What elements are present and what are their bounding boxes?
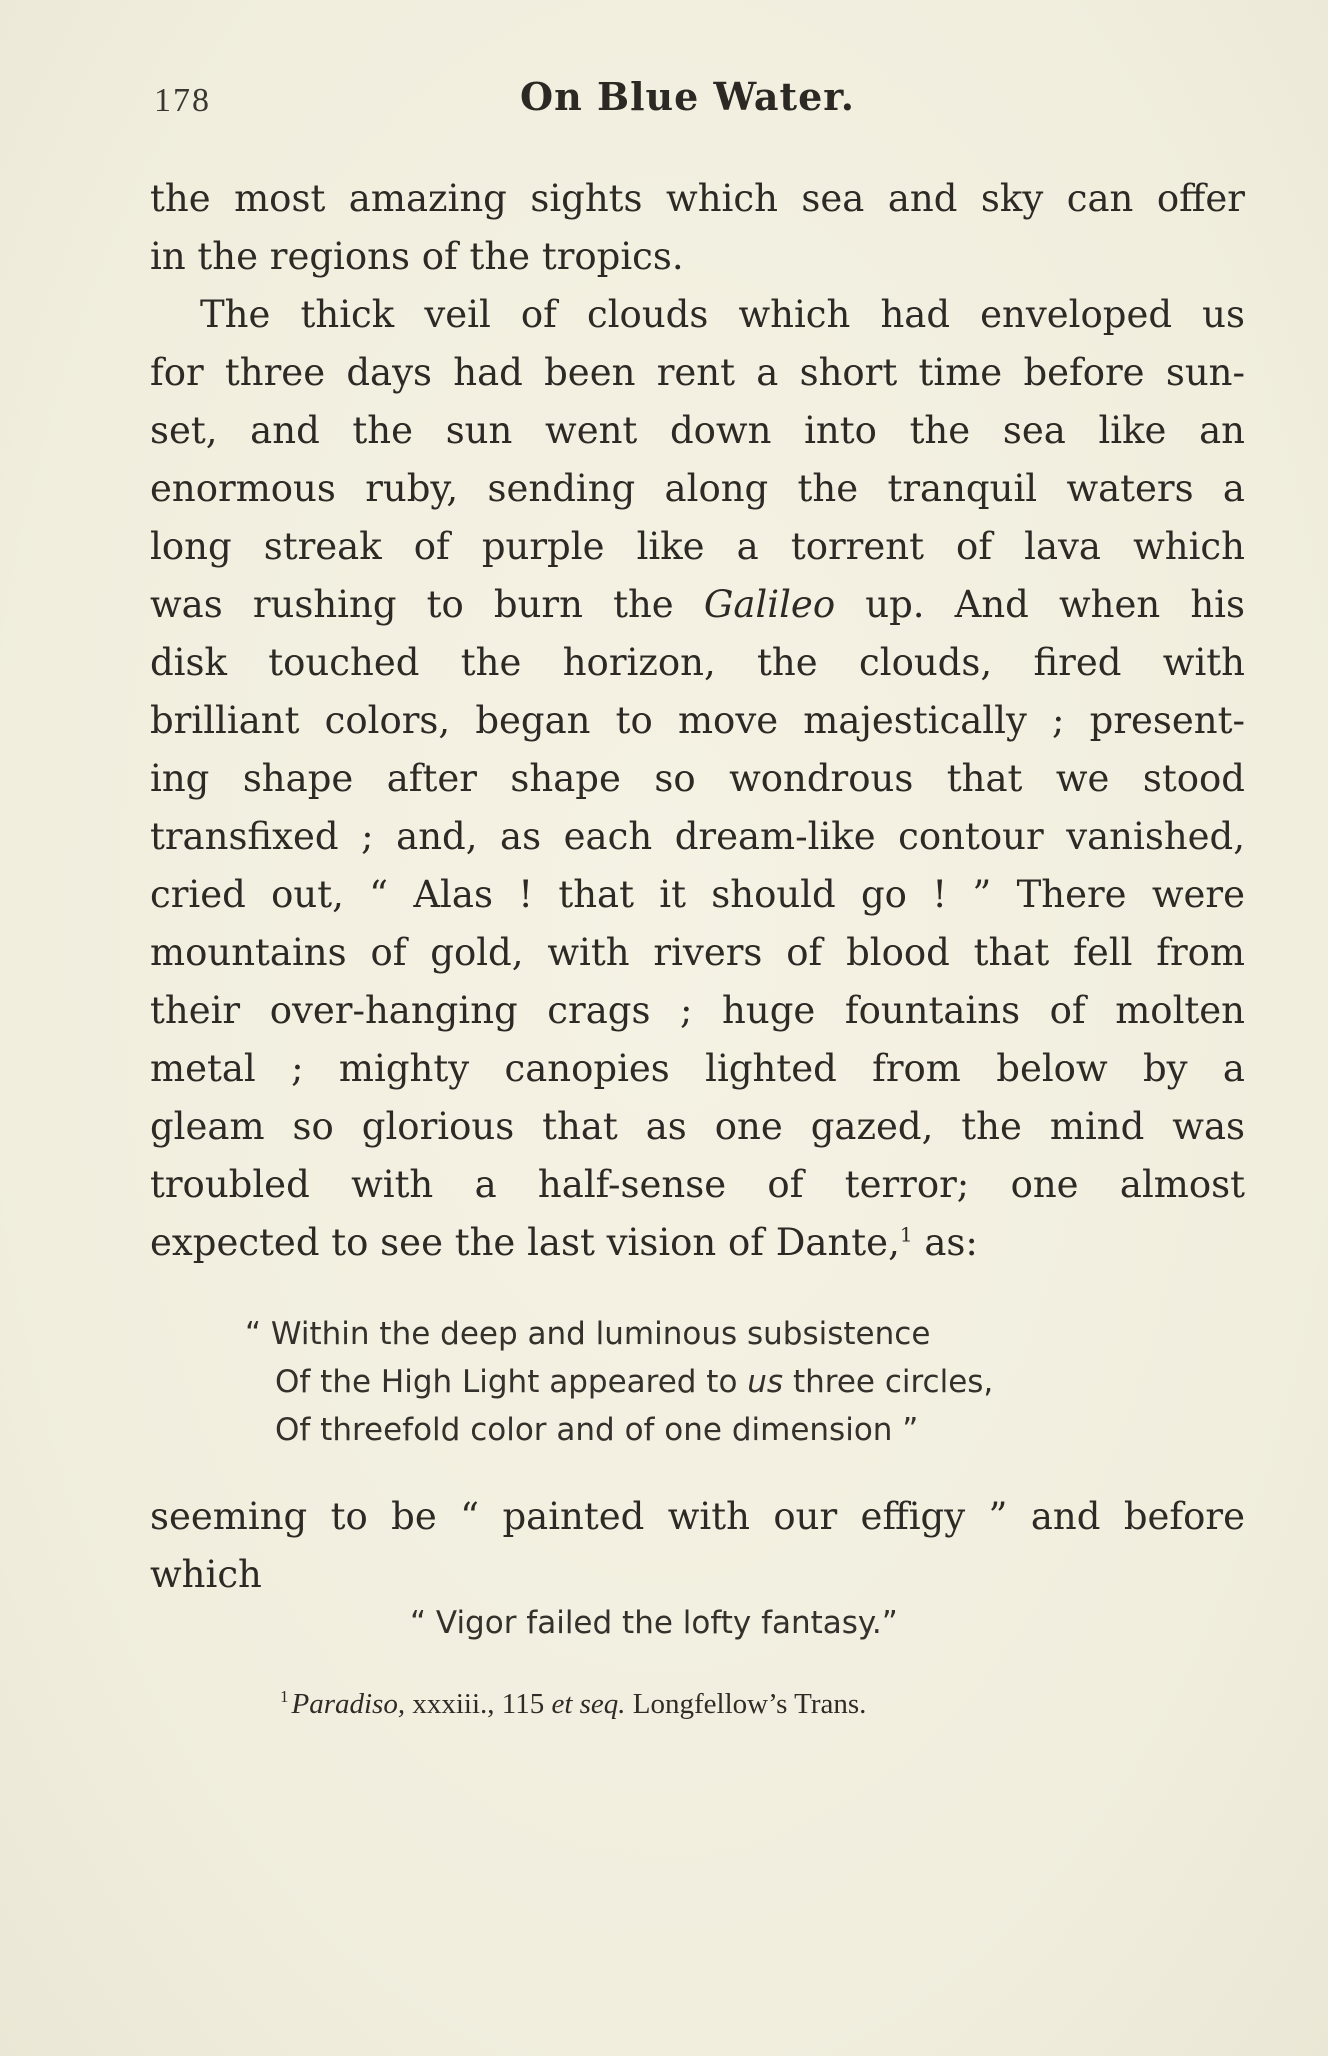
running-title: On Blue Water. — [520, 74, 856, 119]
verse-line — [245, 1358, 1145, 1406]
text-segment: expected to see the last vision of Dante, — [150, 1221, 900, 1264]
footnote-title: Paradiso, — [291, 1688, 406, 1720]
text-line: ing shape after shape so wondrous that we stood — [150, 757, 1245, 800]
text-line — [150, 576, 1245, 634]
text-line: The thick veil of clouds which had enveloped us — [200, 293, 1245, 336]
text-line: metal ; mighty canopies lighted from below by a — [150, 1047, 1245, 1090]
verse-line: Of threefold color and of one dimension ” — [275, 1412, 919, 1448]
text-segment: was rushing to burn the — [150, 583, 704, 626]
text-line: troubled with a half-sense of terror; one almost — [150, 1163, 1245, 1206]
footnote-abbrev: et seq. — [551, 1688, 626, 1720]
text-line: mountains of gold, with rivers of blood that fell from — [150, 931, 1245, 974]
text-segment: as: — [912, 1221, 978, 1264]
text-line: for three days had been rent a short time before sun- — [150, 351, 1245, 394]
text-line: the most amazing sights which sea and sky can offer — [150, 177, 1245, 220]
text-line: brilliant colors, began to move majestically ; present- — [150, 699, 1245, 742]
text-segment: up. And when his — [835, 583, 1246, 626]
verse-quotation — [245, 1310, 1145, 1454]
text-line: cried out, “ Alas ! that it should go ! ” There were — [150, 873, 1245, 916]
text-line: gleam so glorious that as one gazed, the mind was — [150, 1105, 1245, 1148]
footnote-reference: 1 — [899, 1222, 913, 1247]
text-line — [150, 1214, 1245, 1272]
footnote-text: Longfellow’s Trans. — [625, 1688, 867, 1720]
text-segment: three circles, — [783, 1364, 994, 1400]
text-line: set, and the sun went down into the sea like an — [150, 409, 1245, 452]
page-number: 178 — [154, 82, 211, 119]
verse-line: “ Within the deep and luminous subsistence — [245, 1316, 931, 1352]
emphasis: us — [747, 1364, 784, 1400]
page-header — [150, 70, 1240, 130]
footnote-text: xxxiii., 115 — [405, 1688, 552, 1720]
ship-name: Galileo — [703, 583, 836, 626]
short-quotation: “ Vigor failed the lofty fantasy.” — [410, 1605, 898, 1641]
text-segment: Of the High Light appeared to — [275, 1364, 748, 1400]
text-line: in the regions of the tropics. — [150, 235, 684, 278]
footnote-mark: 1 — [280, 1687, 289, 1707]
text-line: enormous ruby, sending along the tranquil waters a — [150, 467, 1245, 510]
text-line: seeming to be “ painted with our effigy ” and before — [150, 1495, 1245, 1538]
text-line: long streak of purple like a torrent of lava which — [150, 525, 1245, 568]
main-text — [150, 170, 1245, 1272]
text-line: transfixed ; and, as each dream-like contour vanished, — [150, 815, 1245, 858]
footnote — [280, 1688, 866, 1721]
text-line: their over-hanging crags ; huge fountains of molten — [150, 989, 1245, 1032]
text-line: which — [150, 1553, 262, 1596]
continuation-text — [150, 1488, 1245, 1604]
text-line: disk touched the horizon, the clouds, fired with — [150, 641, 1245, 684]
